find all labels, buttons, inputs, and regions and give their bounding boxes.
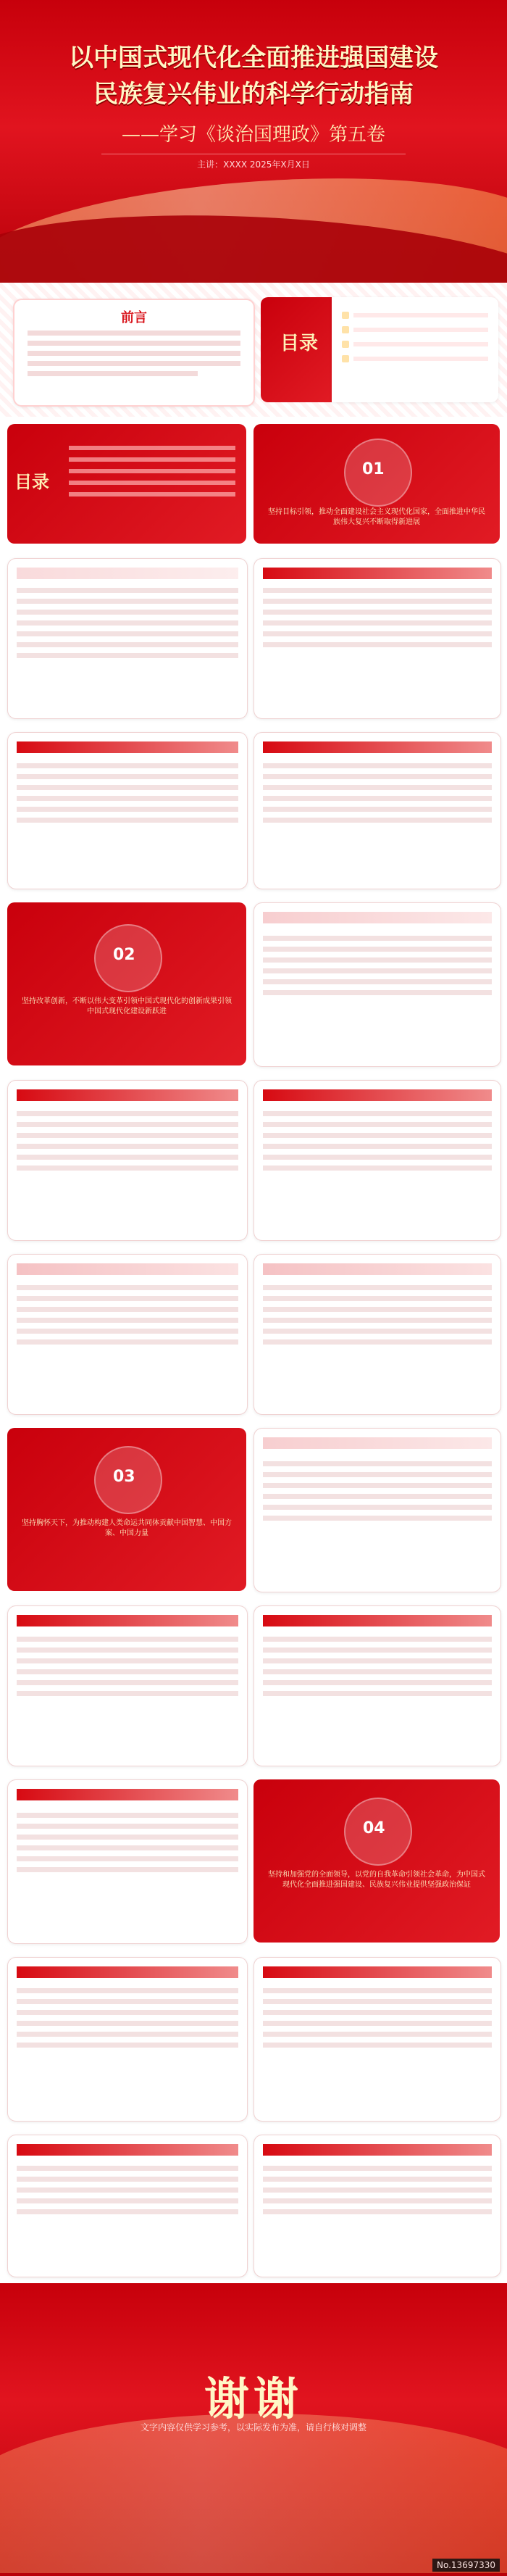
card-header-bar bbox=[263, 1615, 492, 1626]
card-header-bar bbox=[17, 568, 238, 579]
content-card-right bbox=[254, 2135, 501, 2277]
section-03-text: 坚持胸怀天下，为推动构建人类命运共同体贡献中国智慧、中国方案、中国力量 bbox=[22, 1519, 232, 1537]
section-04-banner bbox=[254, 1779, 500, 1943]
card-lines bbox=[263, 1461, 492, 1526]
card-header-bar bbox=[263, 1437, 492, 1449]
section-01-row bbox=[0, 417, 507, 551]
content-card-left bbox=[7, 2135, 248, 2277]
card-lines bbox=[263, 763, 492, 828]
card-lines bbox=[263, 588, 492, 653]
toc-panel bbox=[261, 290, 500, 413]
toc-bullet-icon bbox=[342, 312, 349, 319]
content-card-left bbox=[7, 1957, 248, 2122]
section-02-text: 坚持改革创新，不断以伟大变革引领中国式现代化的创新成果引领中国式现代化建设新跃进 bbox=[22, 997, 232, 1015]
toc-bullet-icon bbox=[342, 326, 349, 333]
toc-banner bbox=[7, 424, 246, 544]
card-header-bar bbox=[17, 1089, 238, 1101]
section-03-number: 03 bbox=[113, 1468, 135, 1486]
content-card-left bbox=[7, 1080, 248, 1241]
card-header-bar bbox=[263, 741, 492, 753]
card-header-bar bbox=[17, 741, 238, 753]
content-row-1 bbox=[0, 551, 507, 725]
section-03-row bbox=[0, 1421, 507, 1598]
hero-meta: 主讲：XXXX 2025年X月X日 bbox=[197, 159, 310, 170]
section-01-text: 坚持目标引领，推动全面建设社会主义现代化国家，全面推进中华民族伟大复兴不断取得新进展 bbox=[268, 508, 485, 526]
toc-items bbox=[342, 310, 488, 368]
card-lines bbox=[17, 1637, 238, 1702]
hero-slide bbox=[0, 0, 507, 283]
thanks-subtitle: 文字内容仅供学习参考，以实际发布为准，请自行核对调整 bbox=[140, 2422, 366, 2432]
footer-id: No.13697330 bbox=[432, 2559, 500, 2572]
card-header-bar bbox=[263, 912, 492, 923]
content-card-left bbox=[7, 732, 248, 889]
thanks-title-wrap bbox=[0, 2363, 507, 2427]
content-card-left bbox=[7, 1779, 248, 1944]
card-header-bar bbox=[263, 1966, 492, 1978]
toc-banner-lines bbox=[69, 446, 235, 504]
content-card-right bbox=[254, 1080, 501, 1241]
card-lines bbox=[263, 1285, 492, 1350]
section-04-number: 04 bbox=[363, 1819, 385, 1837]
content-card-right bbox=[254, 1254, 501, 1415]
content-row-5 bbox=[0, 1598, 507, 1772]
section-03-banner bbox=[7, 1428, 246, 1591]
card-lines bbox=[17, 1285, 238, 1350]
card-header-bar bbox=[17, 1615, 238, 1626]
toc-item-1[interactable] bbox=[342, 310, 488, 320]
content-card-left bbox=[7, 1605, 248, 1766]
card-lines bbox=[263, 1111, 492, 1176]
thanks-slide bbox=[0, 2283, 507, 2576]
toc-item-3[interactable] bbox=[342, 339, 488, 349]
card-lines bbox=[17, 2166, 238, 2220]
preface-title: 前言 bbox=[121, 310, 147, 325]
preface-card bbox=[13, 299, 255, 407]
card-lines bbox=[263, 936, 492, 1001]
preface-placeholder-lines bbox=[28, 331, 240, 381]
toc-item-4[interactable] bbox=[342, 354, 488, 364]
card-header-bar bbox=[263, 1089, 492, 1101]
content-card-right bbox=[254, 1605, 501, 1766]
content-row-4 bbox=[0, 1247, 507, 1421]
card-lines bbox=[17, 1988, 238, 2053]
card-header-bar bbox=[263, 568, 492, 579]
content-row-6 bbox=[0, 1950, 507, 2127]
card-header-bar bbox=[17, 1789, 238, 1800]
content-card-right bbox=[254, 732, 501, 889]
card-lines bbox=[17, 763, 238, 828]
content-card-right bbox=[254, 1428, 501, 1592]
section-01-banner bbox=[254, 424, 500, 544]
card-header-bar bbox=[263, 2144, 492, 2156]
content-card-left bbox=[7, 1254, 248, 1415]
card-header-bar bbox=[17, 2144, 238, 2156]
content-card-right bbox=[254, 902, 501, 1067]
toc-bullet-icon bbox=[342, 341, 349, 348]
section-02-number: 02 bbox=[113, 946, 135, 964]
content-row-7 bbox=[0, 2127, 507, 2283]
card-header-bar bbox=[17, 1263, 238, 1275]
hero-title bbox=[0, 40, 507, 112]
content-card-right bbox=[254, 558, 501, 719]
thanks-wave bbox=[0, 2414, 507, 2573]
card-lines bbox=[17, 588, 238, 664]
hero-title-line2: 民族复兴伟业的科学行动指南 bbox=[93, 80, 414, 109]
content-row-3 bbox=[0, 1073, 507, 1247]
toc-list bbox=[332, 297, 498, 402]
card-header-bar bbox=[17, 1966, 238, 1978]
thanks-title: 谢谢 bbox=[204, 2372, 303, 2425]
card-header-bar bbox=[263, 1263, 492, 1275]
section-04-row bbox=[0, 1772, 507, 1950]
section-01-number: 01 bbox=[362, 460, 385, 478]
toc-title: 目录 bbox=[280, 333, 318, 354]
section-02-row bbox=[0, 895, 507, 1073]
card-lines bbox=[263, 1637, 492, 1702]
card-lines bbox=[17, 1111, 238, 1176]
hero-title-line1: 以中国式现代化全面推进强国建设 bbox=[69, 43, 438, 72]
card-lines bbox=[263, 1988, 492, 2053]
section-04-text: 坚持和加强党的全面领导，以党的自我革命引领社会革命，为中国式现代化全面推进强国建设、民族复兴伟业提供坚强政治保证 bbox=[268, 1871, 485, 1889]
toc-bullet-icon bbox=[342, 355, 349, 362]
hero-subtitle: ——学习《谈治国理政》第五卷 bbox=[121, 124, 385, 146]
preface-toc-row bbox=[0, 283, 507, 417]
content-row-2 bbox=[0, 725, 507, 895]
toc-banner-title: 目录 bbox=[14, 472, 49, 492]
content-card-right bbox=[254, 1957, 501, 2122]
section-02-banner bbox=[7, 902, 246, 1065]
card-lines bbox=[263, 2166, 492, 2220]
toc-item-2[interactable] bbox=[342, 325, 488, 335]
content-card-left bbox=[7, 558, 248, 719]
card-lines bbox=[17, 1813, 238, 1878]
